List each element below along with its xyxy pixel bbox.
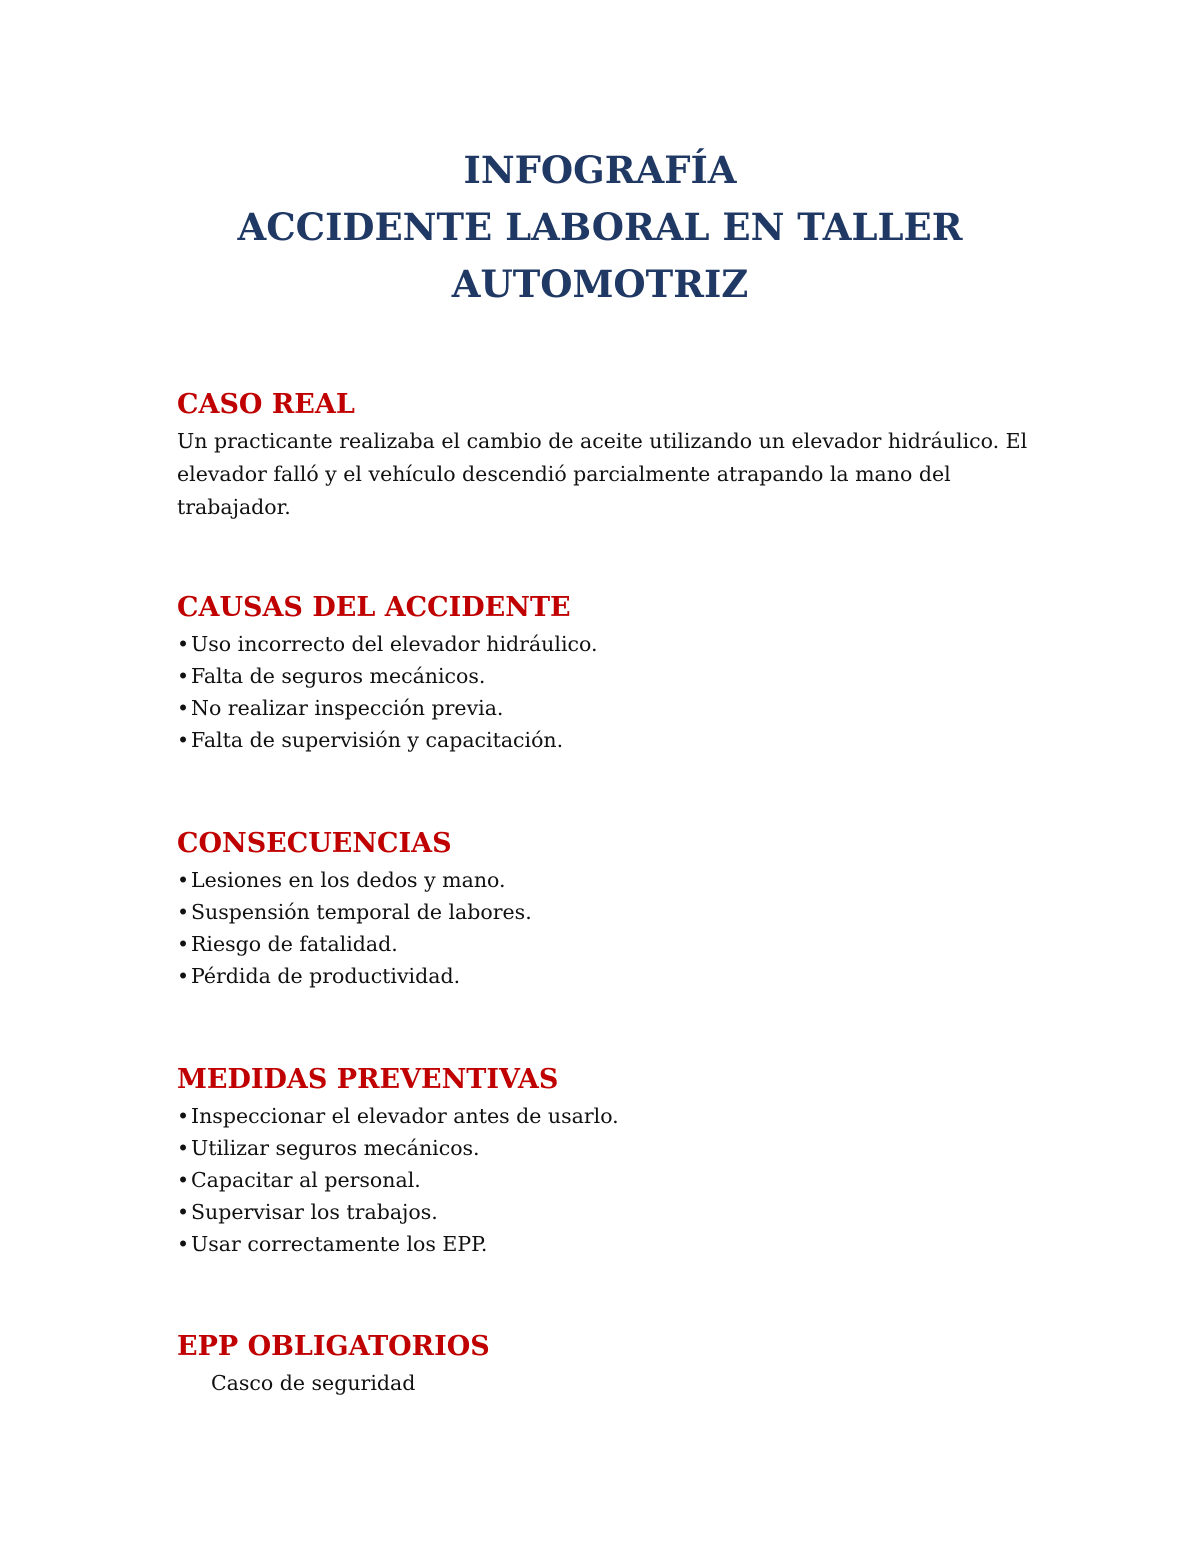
bullet-icon: • — [177, 1200, 190, 1224]
bullet-icon: • — [177, 1136, 190, 1160]
title-line-3: AUTOMOTRIZ — [451, 262, 749, 306]
list-item-text: Falta de supervisión y capacitación. — [191, 728, 564, 752]
list-item-text: Suspensión temporal de labores. — [191, 900, 532, 924]
list-item-text: No realizar inspección previa. — [191, 696, 504, 720]
list-item-text: Riesgo de fatalidad. — [191, 932, 398, 956]
list-item — [177, 1132, 1037, 1164]
bullet-icon: • — [177, 1104, 190, 1128]
list-item — [177, 724, 1037, 756]
section-epp-obligatorios — [177, 1327, 1037, 1399]
list-item-text: Pérdida de productividad. — [191, 964, 461, 988]
section-heading: CONSECUENCIAS — [177, 828, 452, 859]
list-item — [177, 1228, 1037, 1260]
list-item — [177, 692, 1037, 724]
bullet-icon: • — [177, 1232, 190, 1256]
bullet-icon: • — [177, 632, 190, 656]
bullet-icon: • — [177, 1168, 190, 1192]
list-item-text: Falta de seguros mecánicos. — [191, 664, 486, 688]
medidas-list — [177, 1100, 1037, 1260]
section-heading: MEDIDAS PREVENTIVAS — [177, 1064, 559, 1095]
section-caso-real — [177, 385, 1037, 524]
list-item-text: Lesiones en los dedos y mano. — [191, 868, 506, 892]
section-medidas-preventivas — [177, 1060, 1037, 1260]
list-item — [177, 1196, 1037, 1228]
list-item-text: Usar correctamente los EPP. — [191, 1232, 488, 1256]
section-causas — [177, 588, 1037, 756]
list-item-text: Inspeccionar el elevador antes de usarlo. — [191, 1104, 619, 1128]
bullet-icon: • — [177, 900, 190, 924]
list-item-text: Uso incorrecto del elevador hidráulico. — [191, 632, 598, 656]
bullet-icon: • — [177, 696, 190, 720]
caso-real-text: Un practicante realizaba el cambio de aceite utilizando un elevador hidráulico. El elevador falló y el vehículo descendió parcialmente atrapando la mano del trabajador. — [177, 429, 1028, 519]
list-item — [211, 1367, 1037, 1399]
list-item — [177, 928, 1037, 960]
list-item-text: Casco de seguridad — [211, 1371, 416, 1395]
bullet-icon: • — [177, 664, 190, 688]
consecuencias-list — [177, 864, 1037, 992]
list-item — [177, 896, 1037, 928]
bullet-icon: • — [177, 932, 190, 956]
list-item — [177, 960, 1037, 992]
title-line-1: INFOGRAFÍA — [463, 148, 737, 192]
list-item-text: Capacitar al personal. — [191, 1168, 421, 1192]
list-item-text: Supervisar los trabajos. — [191, 1200, 438, 1224]
list-item — [177, 628, 1037, 660]
list-item-text: Utilizar seguros mecánicos. — [191, 1136, 480, 1160]
bullet-icon: • — [177, 964, 190, 988]
section-consecuencias — [177, 824, 1037, 992]
list-item — [177, 1100, 1037, 1132]
title-line-2: ACCIDENTE LABORAL EN TALLER — [237, 205, 963, 249]
bullet-icon: • — [177, 728, 190, 752]
causas-list — [177, 628, 1037, 756]
list-item — [177, 1164, 1037, 1196]
document-title — [0, 142, 1200, 313]
section-heading: EPP OBLIGATORIOS — [177, 1331, 490, 1362]
list-item — [177, 660, 1037, 692]
epp-list — [177, 1367, 1037, 1399]
list-item — [177, 864, 1037, 896]
section-heading: CAUSAS DEL ACCIDENTE — [177, 592, 571, 623]
section-heading: CASO REAL — [177, 389, 355, 420]
bullet-icon: • — [177, 868, 190, 892]
